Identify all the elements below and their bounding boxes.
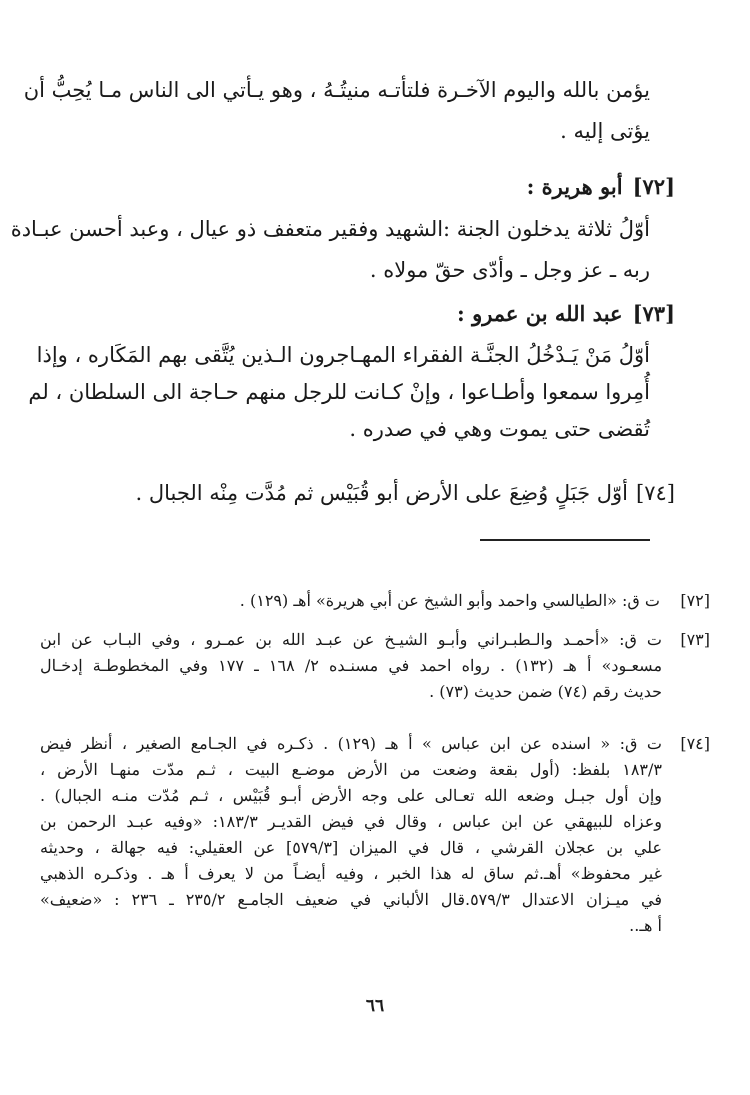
footnote-line: ت ق: « اسنده عن ابن عباس » أ هـ (١٢٩) . ذكـره في الجـامع الصغير ، أنظر فيض <box>40 734 662 753</box>
text-line: أوّلُ ثلاثة يدخلون الجنة :الشهيد وفقير متعفف ذو عيال ، وعبد أحسن عبـادة <box>10 217 650 241</box>
text-line: أوّلُ مَنْ يَـدْخُلُ الجنَّـة الفقراء المهـاجرون الـذين يُتَّقى بهم المَكَاره ، وإذا <box>36 343 650 367</box>
footnote-separator <box>480 539 650 541</box>
footnote-number: [٧٣] <box>680 630 710 649</box>
footnote-line: ١٨٣/٣ بلفظ: (أول بقعة وضعت من الأرض موضـع البيت ، ثـم مدّت منهـا الأرض ، <box>40 760 662 779</box>
footnote-line: غير محفوظ» أهـ.ثم ساق له هذا الخبر ، وفيه أيضـاً من لا يعرف أ هـ . وذكـره الذهبي <box>40 864 662 883</box>
text-line: أُمِروا سمعوا وأطـاعوا ، وإنْ كـانت للرجل منهم حـاجة الى السلطان ، لم <box>28 380 650 404</box>
footnote-number: [٧٢] <box>680 591 710 610</box>
footnote-line: أ هـ.. <box>629 916 662 935</box>
entry-text-72 <box>10 211 650 289</box>
footnote-text <box>40 731 662 939</box>
entry-narrator: أبو هريرة : <box>526 174 623 199</box>
entry-heading-73 <box>457 297 675 331</box>
book-page <box>10 0 710 1095</box>
text-line: تُقضى حتى يموت وهي في صدره . <box>349 417 650 441</box>
footnote-line: ت ق: «الطيالسي واحمد وأبو الشيخ عن أبي هريرة» أهـ (١٢٩) . <box>239 591 660 610</box>
footnote-line: مسعـود» أ هـ (١٣٢) . رواه احمد في مسنـده ٢/ ١٦٨ ـ ١٧٧ وفي المخطوطـة إدخـال <box>40 656 663 675</box>
entry-number: [٧٤] <box>636 481 675 505</box>
footnote-line: ت ق: «أحمـد والـطبـراني وأبـو الشيـخ عن عبـد الله بن عمـرو ، وفي البـاب عن ابن <box>40 630 662 649</box>
continuation-text <box>23 72 650 150</box>
footnote-line: وعزاه للبيهقي عن ابن عباس ، وقال في فيض القديـر ١٨٣/٣: «وفيه عبـد الرحمن بن <box>40 812 663 831</box>
footnote-72 <box>40 588 710 614</box>
footnote-text <box>40 588 660 614</box>
entry-74 <box>135 476 675 510</box>
footnote-line: علي بن عجلان القرشي ، قال في الميزان [٥٧٩/٣] عن العقيلي: فيه جهالة ، وحديثه <box>40 838 663 857</box>
footnote-text <box>40 627 662 705</box>
text-line: يؤتى إليه . <box>560 119 650 143</box>
entry-heading-72 <box>527 170 675 204</box>
entry-number: [٧٣] <box>632 301 675 326</box>
text-line: يؤمن بالله واليوم الآخـرة فلتأتـه منيتُـهُ ، وهو يـأتي الى الناس مـا يُحِبُّ أن <box>23 78 650 102</box>
footnote-line: وإن أول جبـل وضعه الله تعـالى على وجه الأرض أبـو قُبَيْس ، ثـم مُدّت منـه الجبال) . <box>40 786 662 805</box>
entry-narrator: عبد الله بن عمرو : <box>457 301 623 326</box>
footnote-73 <box>40 627 710 705</box>
entry-number: [٧٢] <box>632 174 675 199</box>
entry-text: أوّل جَبَلٍ وُضِعَ على الأرض أبو قُبَيْس ثم مُدَّت مِنْه الجبال . <box>135 481 629 505</box>
footnote-line: حديث رقم (٧٤) ضمن حديث (٧٣) . <box>429 682 662 701</box>
footnote-line: في ميـزان الاعتدال ٥٧٩/٣.قال الألباني في ضعيف الجامـع ٢٣٥/٢ ـ ٢٣٦ : «ضعيف» <box>40 890 663 909</box>
footnote-number: [٧٤] <box>680 734 710 753</box>
text-line: ربه ـ عز وجل ـ وأدّى حقّ مولاه . <box>369 258 650 282</box>
page-number: ٦٦ <box>365 996 385 1016</box>
footnote-74 <box>40 731 710 939</box>
entry-text-73 <box>28 337 650 448</box>
